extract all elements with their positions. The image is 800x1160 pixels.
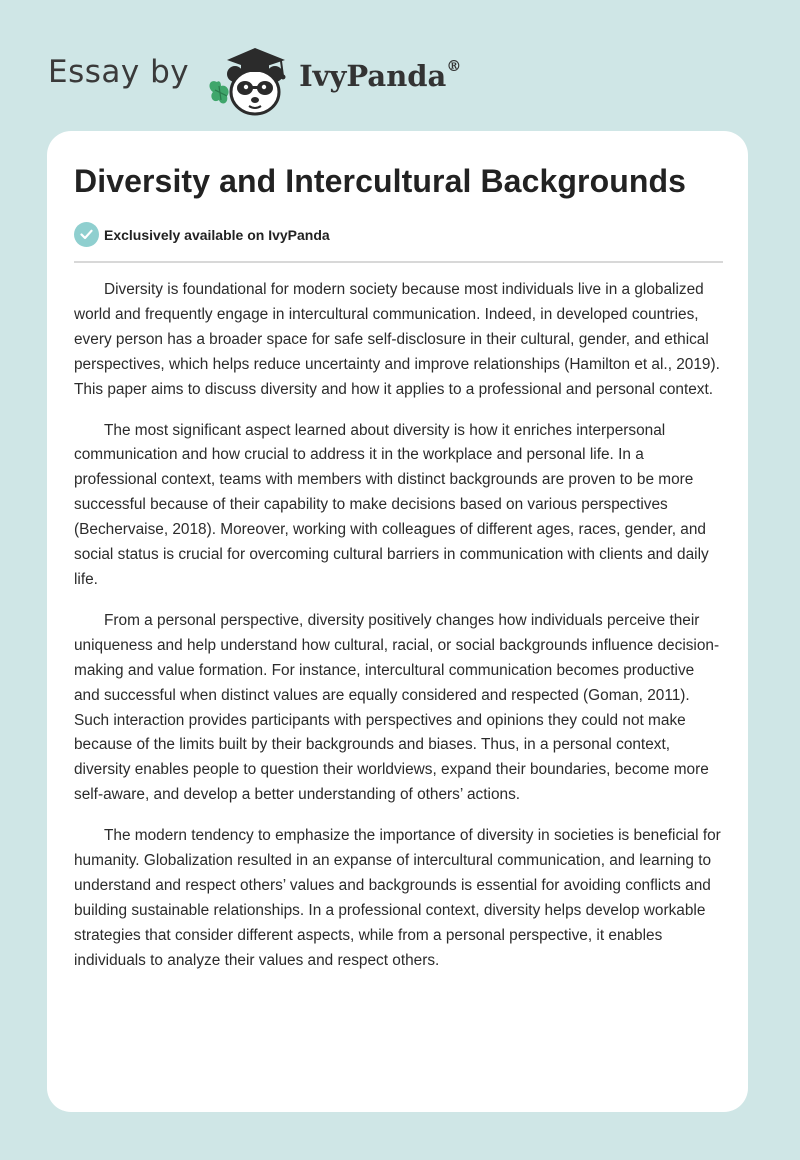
paragraph: The most significant aspect learned about diversity is how it enriches interpersonal communication and how crucial to address it in the workplace and personal life. In a professional context, teams with members with distinct backgrounds are proven to be more successful because of their capability to make decisions based on various perspectives (Bechervaise, 2018). Moreover, working with colleagues of different ages, races, gender, and social status is crucial for overcoming cultural barriers in communication with clients and daily life. xyxy=(74,421,709,588)
trademark-symbol: ® xyxy=(446,57,462,75)
paragraph: The modern tendency to emphasize the importance of diversity in societies is beneficial for humanity. Globalization resulted in an expanse of intercultural communication, and learning to understand and respect others’ values and backgrounds is essential for avoiding conflicts and building sustainable relationships. In a professional context, diversity helps develop workable strategies that consider different aspects, while from a personal perspective, it enables individuals to analyze their values and respect others. xyxy=(74,827,721,969)
paragraph: From a personal perspective, diversity positively changes how individuals perceive their uniqueness and help understand how cultural, racial, or social backgrounds influence decision-making and value formation. For instance, intercultural communication becomes productive and successful when distinct values are equally considered and respected (Goman, 2011). Such interaction provides participants with perspectives and opinions they could not make because of the limits built by their backgrounds and biases. Thus, in a personal context, diversity enables people to question their worldviews, expand their boundaries, become more self-aware, and develop a better understanding of others’ actions. xyxy=(74,611,720,804)
panda-logo-icon xyxy=(203,38,295,118)
essay-by-label: Essay by xyxy=(48,54,190,90)
essay-card xyxy=(47,131,748,1112)
divider xyxy=(74,261,723,263)
essay-body xyxy=(74,278,722,990)
ivypanda-logo[interactable] xyxy=(203,38,295,118)
exclusive-label: Exclusively available on IvyPanda xyxy=(104,226,330,243)
checkmark-icon xyxy=(80,229,93,240)
check-circle-icon xyxy=(74,222,99,247)
ivy-leaf-icon xyxy=(210,81,229,103)
essay-title: Diversity and Intercultural Backgrounds xyxy=(74,163,687,199)
brand-name-text: IvyPanda xyxy=(299,59,447,93)
site-header xyxy=(48,38,461,118)
paragraph: Diversity is foundational for modern society because most individuals live in a globalized world and frequently engage in intercultural communication. Indeed, in developed countries, every person has a broader space for safe self-disclosure in their cultural, gender, and ethical perspectives, which helps reduce uncertainty and improve relationships (Hamilton et al., 2019). This paper aims to discuss diversity and how it applies to a professional and personal context. xyxy=(74,281,720,398)
brand-name xyxy=(299,59,461,93)
exclusive-badge xyxy=(74,222,330,247)
